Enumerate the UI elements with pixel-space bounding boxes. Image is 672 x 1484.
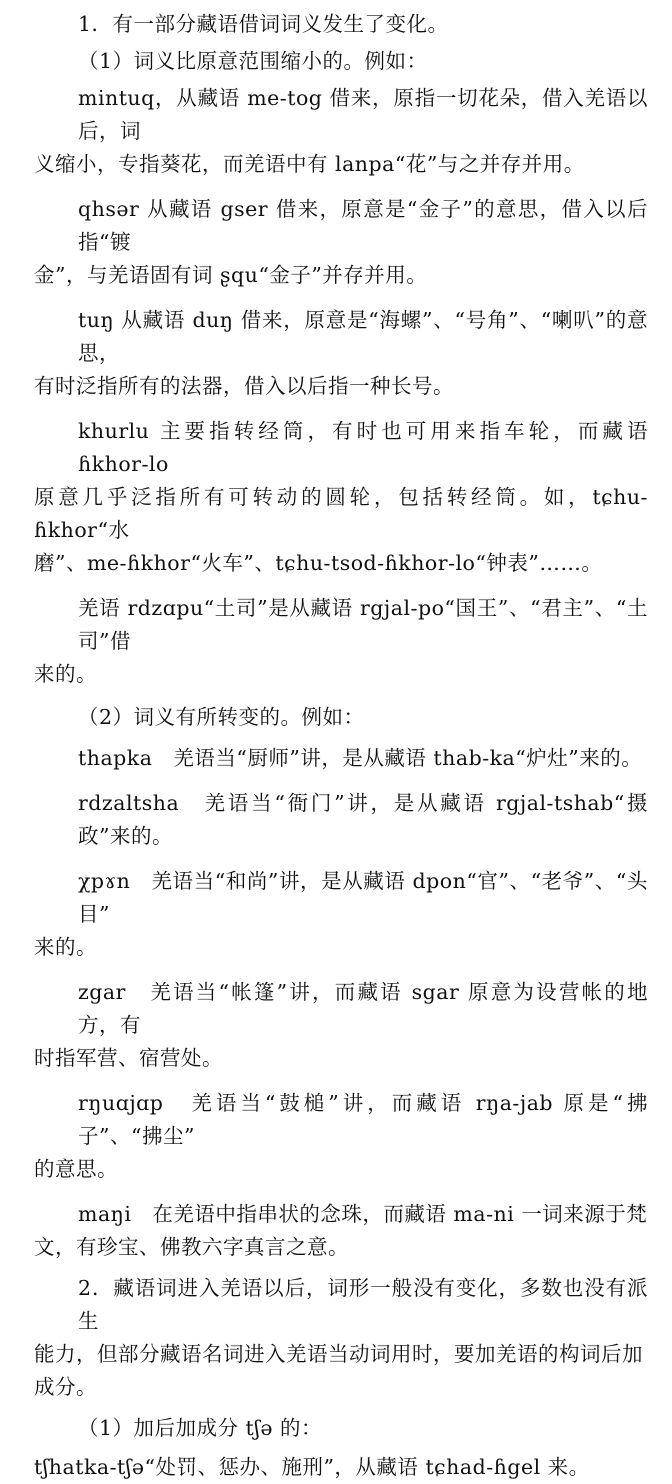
heading-point-2-line2: 能力，但部分藏语名词进入羌语当动词用时，要加羌语的构词后加 [34,1342,643,1366]
heading-point-2-line3: 成分。 [34,1375,97,1399]
example-mani-line2: 文，有珍宝、佛教六字真言之意。 [34,1235,349,1259]
example-xpyn-line2: 来的。 [34,935,97,959]
example-khurlu-line1: khurlu 主要指转经筒，有时也可用来指车轮，而藏语 ɦkhor-lo [78,419,648,476]
heading-point-2-line1: 2．藏语词进入羌语以后，词形一般没有变化，多数也没有派生 [78,1276,648,1333]
example-khurlu-line2: 原意几乎泛指所有可转动的圆轮，包括转经筒。如，tɕhu-ɦkhor“水 [34,485,648,542]
example-mintuq-line2: 义缩小，专指葵花，而羌语中有 lanpa“花”与之并存并用。 [34,152,585,176]
subheading-narrowed-meaning: （1）词义比原意范围缩小的。例如： [78,49,428,73]
example-zgar-line2: 时指军营、宿营处。 [34,1046,223,1070]
example-tjhatka: tʃhatka-tʃə“处罚、惩办、施刑”，从藏语 tɕhad-ɦgel 来。 [34,1455,590,1479]
example-mani-line1: maŋi 在羌语中指串状的念珠，而藏语 ma-ni 一词来源于梵 [78,1202,648,1226]
example-khurlu-line3: 磨”、me-ɦkhor“火车”、tɕhu-tsod-ɦkhor-lo“钟表”……。 [34,551,603,575]
subheading-suffix-tje: （1）加后加成分 tʃə 的： [78,1416,323,1440]
example-rdzapu-line1: 羌语 rdzɑpu“土司”是从藏语 rgjal-po“国王”、“君主”、“土司”借 [78,596,648,653]
example-tun-line1: tuŋ 从藏语 duŋ 借来，原意是“海螺”、“号角”、“喇叭”的意思， [78,308,648,365]
example-zgar-line1: zgar 羌语当“帐篷”讲，而藏语 sgar 原意为设营帐的地方，有 [78,980,648,1037]
example-xpyn-line1: χpɤn 羌语当“和尚”讲，是从藏语 dpon“官”、“老爷”、“头目” [78,869,648,926]
example-qhser-line1: qhsər 从藏语 gser 借来，原意是“金子”的意思，借入以后指“镀 [78,197,648,254]
example-rdzaltsha: rdzaltsha 羌语当“衙门”讲，是从藏语 rgjal-tshab“摄政”来的。 [78,791,648,848]
example-thapka: thapka 羌语当“厨师”讲，是从藏语 thab-ka“炉灶”来的。 [78,746,643,770]
example-rnuajap-line2: 的意思。 [34,1157,118,1181]
heading-point-1: 1．有一部分藏语借词词义发生了变化。 [78,12,449,36]
subheading-shifted-meaning: （2）词义有所转变的。例如： [78,705,365,729]
example-qhser-line2: 金”，与羌语固有词 ʂqu“金子”并存并用。 [34,263,428,287]
example-mintuq-line1: mintuq，从藏语 me-tog 借来，原指一切花朵，借入羌语以后，词 [78,86,648,143]
example-rnuajap-line1: rŋuɑjɑp 羌语当“鼓槌”讲，而藏语 rŋa-jab 原是“拂子”、“拂尘” [78,1091,648,1148]
example-tun-line2: 有时泛指所有的法器，借入以后指一种长号。 [34,374,454,398]
example-rdzapu-line2: 来的。 [34,662,97,686]
